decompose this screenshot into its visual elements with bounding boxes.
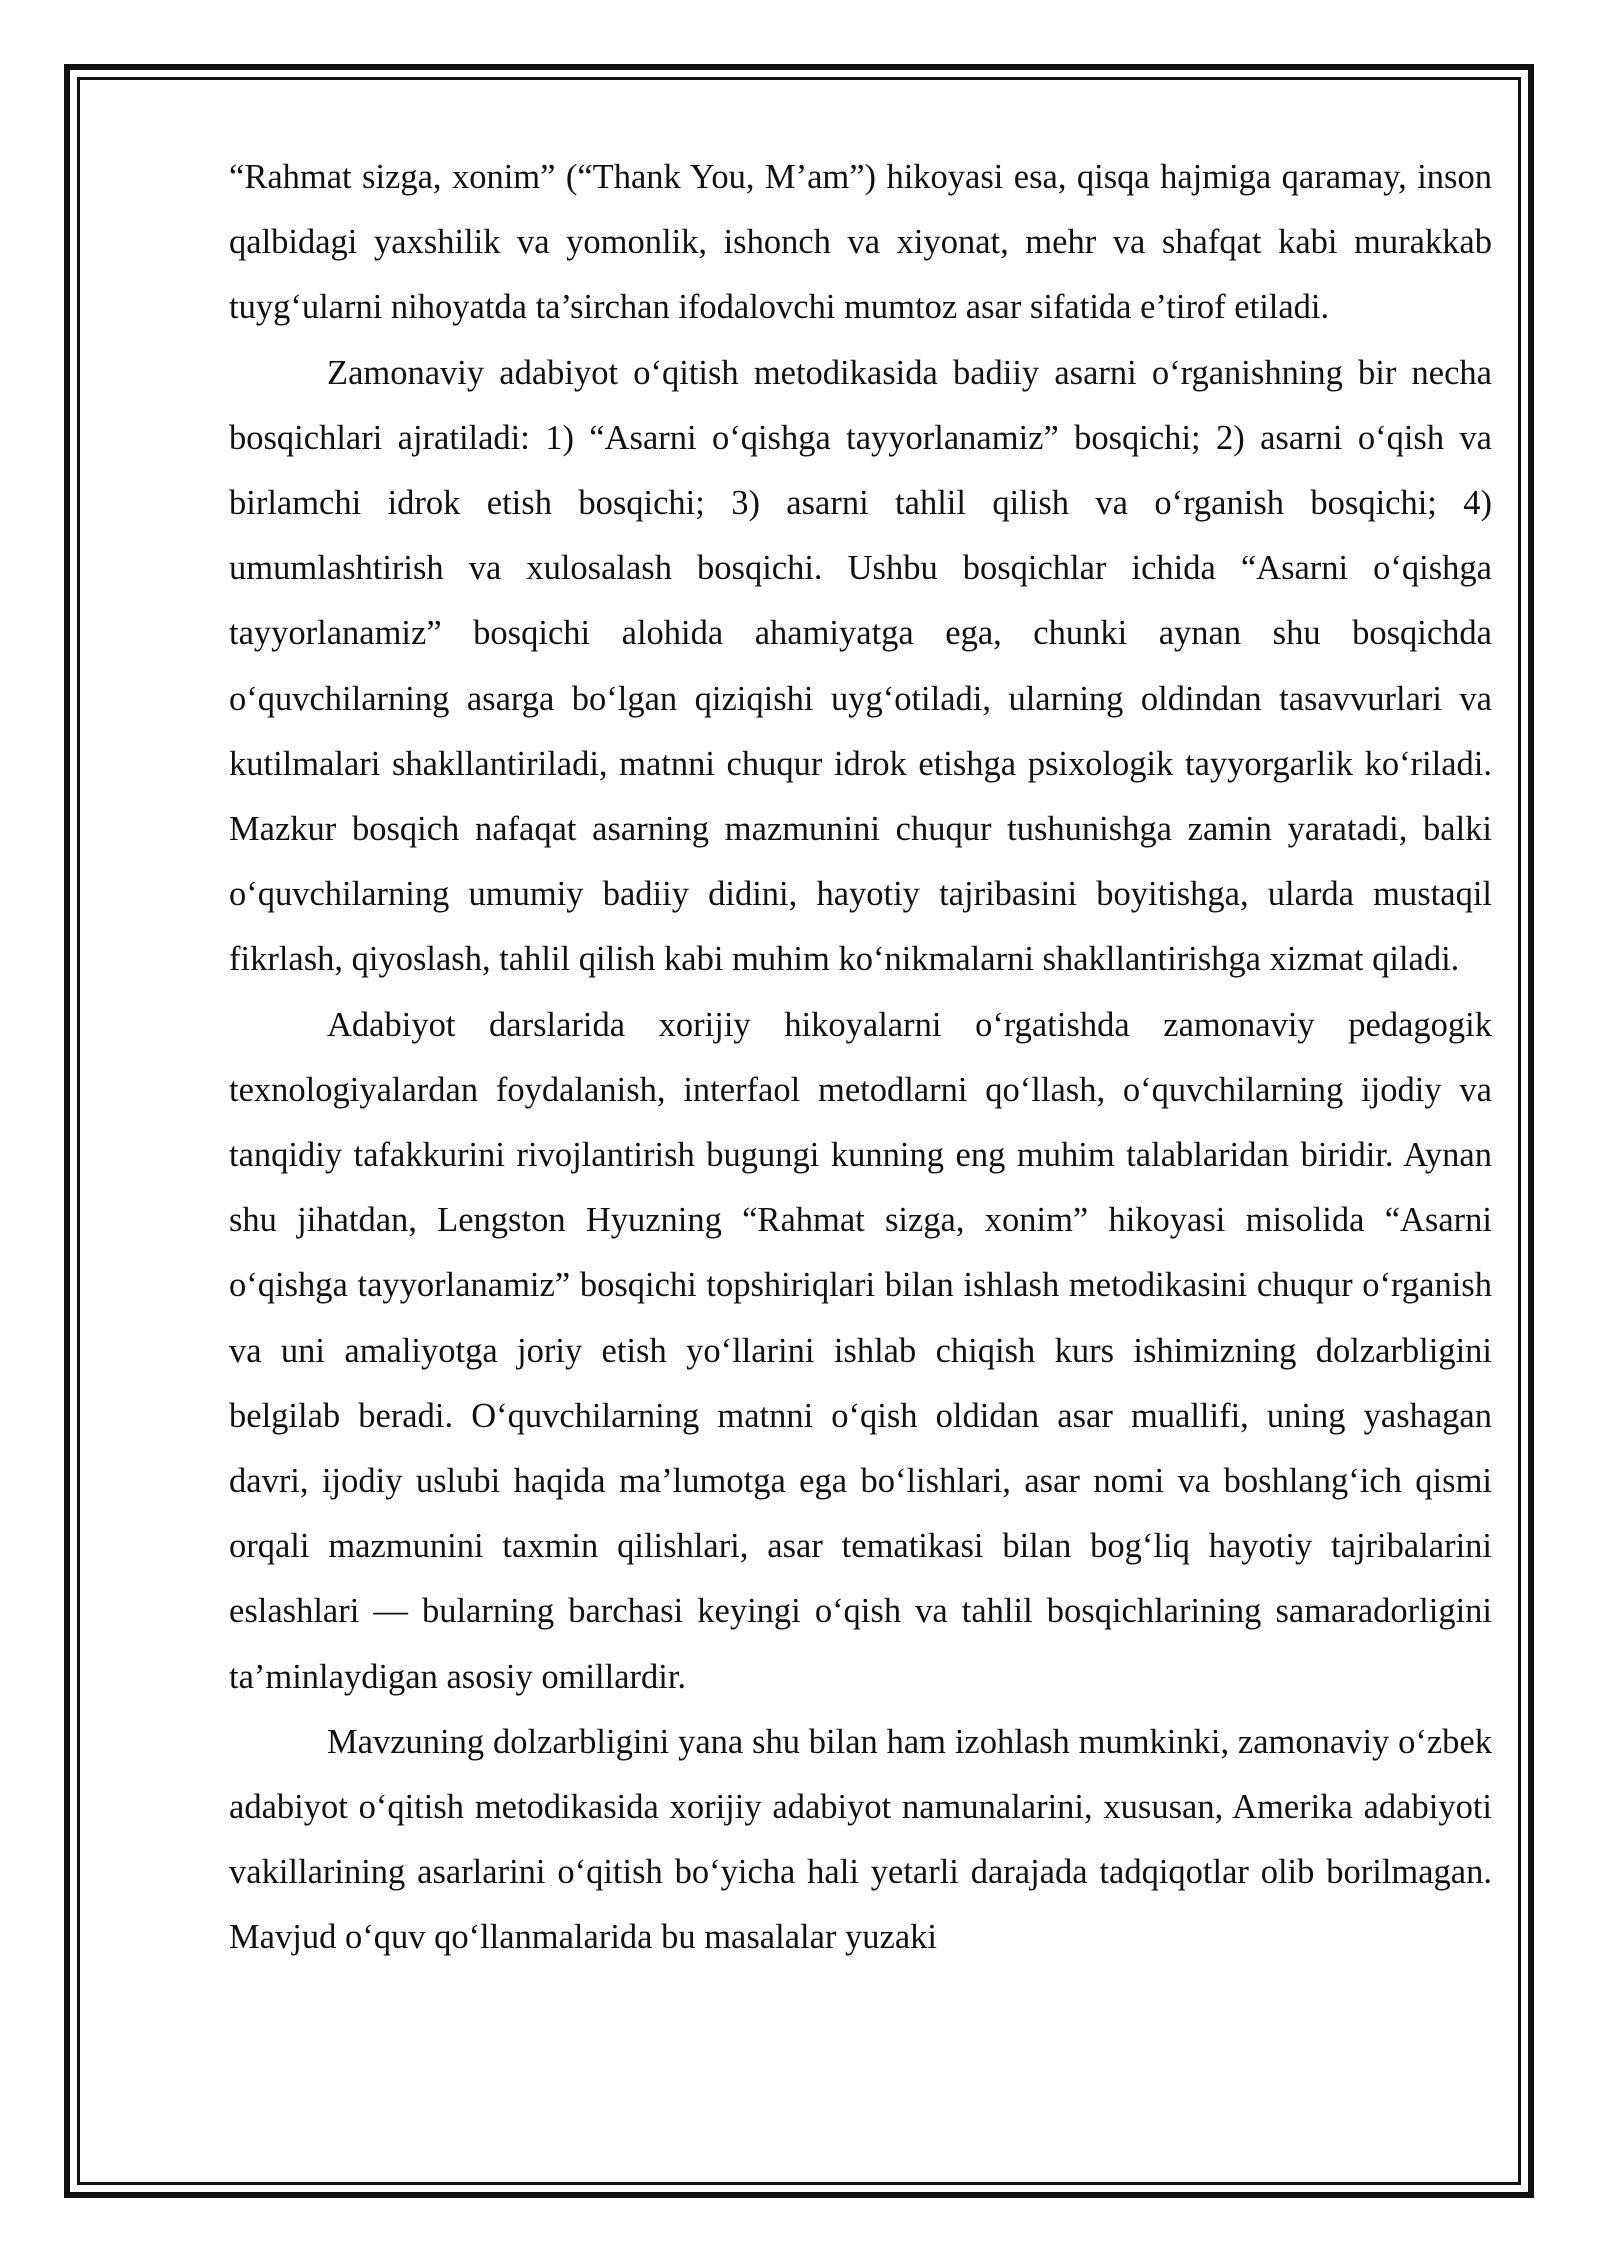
paragraph-1: “Rahmat sizga, xonim” (“Thank You, M’am”) hikoyasi esa, qisqa hajmiga qaramay, inson qalbidagi yaxshilik va yomonlik, ishonch va xiyonat, mehr va shafqat kabi murakkab tuyg‘ularni nihoyatda ta’sirchan ifodalovchi mumtoz asar sifatida e’tirof etiladi.	[229, 158, 1492, 327]
paragraph-4: Mavzuning dolzarbligini yana shu bilan ham izohlash mumkinki, zamonaviy o‘zbek adabiyot o‘qitish metodikasida xorijiy adabiyot namunalarini, xususan, Amerika adabiyoti vakillarining asarlarini o‘qitish bo‘yicha hali yetarli darajada tadqiqotlar olib borilmagan. Mavjud o‘quv qo‘llanmalarida bu masalalar yuzaki	[229, 1722, 1492, 1957]
document-body	[229, 145, 1492, 1971]
paragraph-3: Adabiyot darslarida xorijiy hikoyalarni o‘rgatishda zamonaviy pedagogik texnologiyalardan foydalanish, interfaol metodlarni qo‘llash, o‘quvchilarning ijodiy va tanqidiy tafakkurini rivojlantirish bugungi kunning eng muhim talablaridan biridir. Aynan shu jihatdan, Lengston Hyuzning “Rahmat sizga, xonim” hikoyasi misolida “Asarni o‘qishga tayyorlanamiz” bosqichi topshiriqlari bilan ishlash metodikasini chuqur o‘rganish va uni amaliyotga joriy etish yo‘llarini ishlab chiqish kurs ishimizning dolzarbligini belgilab beradi. O‘quvchilarning matnni o‘qish oldidan asar muallifi, uning yashagan davri, ijodiy uslubi haqida ma’lumotga ega bo‘lishlari, asar nomi va boshlang‘ich qismi orqali mazmunini taxmin qilishlari, asar tematikasi bilan bog‘liq hayotiy tajribalarini eslashlari — bularning barchasi keyingi o‘qish va tahlil bosqichlarining samaradorligini ta’minlaydigan asosiy omillardir.	[229, 1005, 1492, 1696]
paragraph-2: Zamonaviy adabiyot o‘qitish metodikasida badiiy asarni o‘rganishning bir necha bosqichlari ajratiladi: 1) “Asarni o‘qishga tayyorlanamiz” bosqichi; 2) asarni o‘qish va birlamchi idrok etish bosqichi; 3) asarni tahlil qilish va o‘rganish bosqichi; 4) umumlashtirish va xulosalash bosqichi. Ushbu bosqichlar ichida “Asarni o‘qishga tayyorlanamiz” bosqichi alohida ahamiyatga ega, chunki aynan shu bosqichda o‘quvchilarning asarga bo‘lgan qiziqishi uyg‘otiladi, ularning oldindan tasavvurlari va kutilmalari shakllantiriladi, matnni chuqur idrok etishga psixologik tayyorgarlik ko‘riladi. Mazkur bosqich nafaqat asarning mazmunini chuqur tushunishga zamin yaratadi, balki o‘quvchilarning umumiy badiiy didini, hayotiy tajribasini boyitishga, ularda mustaqil fikrlash, qiyoslash, tahlil qilish kabi muhim ko‘nikmalarni shakllantirishga xizmat qiladi.	[229, 353, 1492, 979]
